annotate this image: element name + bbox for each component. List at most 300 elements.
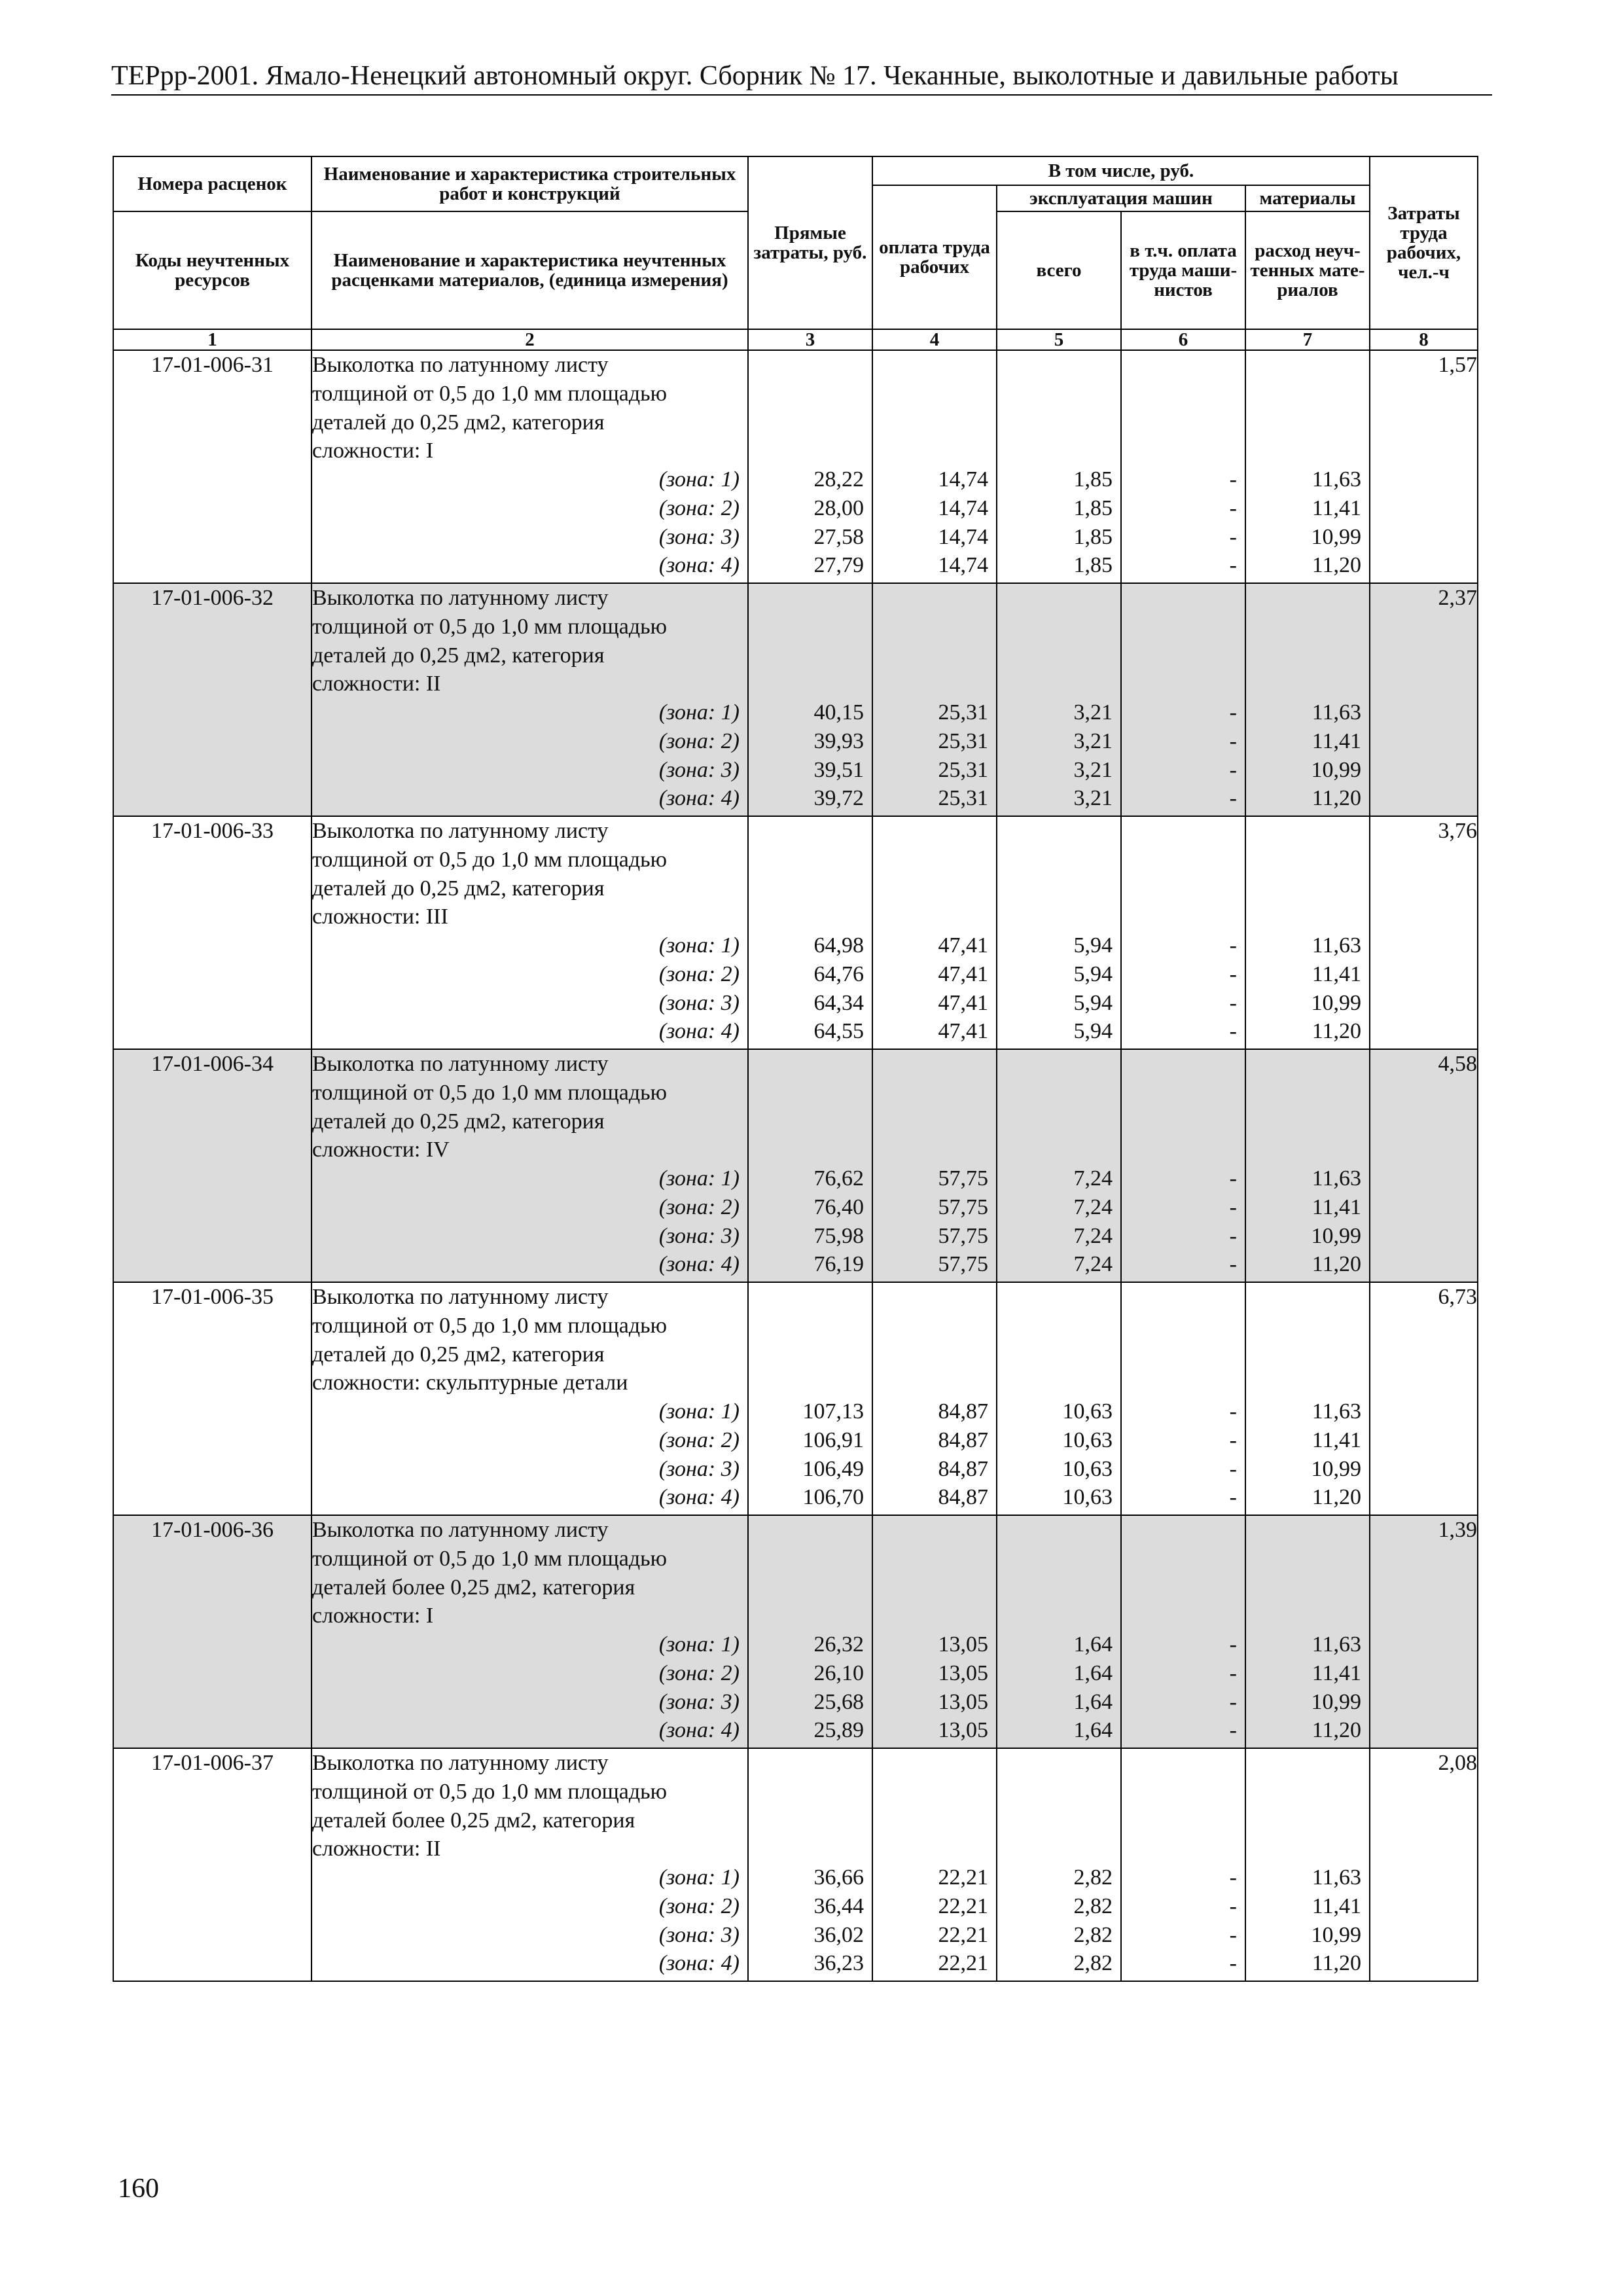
direct-cost-value: 28,22	[813, 467, 864, 492]
machine-total-value: 5,94	[1073, 990, 1113, 1015]
machine-operator-pay-value: -	[1229, 757, 1237, 782]
blank-line	[997, 670, 1120, 698]
blank-line	[1122, 1573, 1245, 1602]
header-rate-numbers: Номера расценок	[113, 156, 312, 211]
header-resource-codes: Коды неучтенных ресурсов	[113, 211, 312, 329]
blank-line	[873, 1050, 996, 1079]
blank-line	[873, 1107, 996, 1136]
blank-line	[1122, 408, 1245, 437]
labor-pay-value: 57,75	[938, 1223, 988, 1248]
materials-cost-cell	[1245, 1282, 1370, 1515]
table-row	[113, 1748, 1478, 1981]
blank-line	[749, 1079, 872, 1107]
machine-operator-pay-value: -	[1229, 1399, 1237, 1424]
blank-line	[997, 1340, 1120, 1369]
zone-label: (зона: 3)	[658, 524, 740, 549]
labor-pay-value: 13,05	[938, 1660, 988, 1685]
blank-line	[749, 903, 872, 931]
materials-cost-value: 10,99	[1311, 1456, 1361, 1481]
materials-cost-value: 11,63	[1311, 1399, 1361, 1424]
materials-cost-value: 11,20	[1311, 1718, 1361, 1743]
zone-label: (зона: 1)	[658, 1166, 740, 1191]
zone-label: (зона: 3)	[658, 1456, 740, 1481]
materials-cost-value: 11,41	[1311, 961, 1361, 986]
blank-line	[1122, 351, 1245, 380]
direct-cost-cell	[748, 350, 872, 583]
direct-cost-value: 76,19	[813, 1252, 864, 1277]
blank-line	[1122, 846, 1245, 874]
blank-line	[1122, 1079, 1245, 1107]
direct-cost-value: 26,32	[813, 1632, 864, 1657]
materials-cost-value: 11,63	[1311, 700, 1361, 725]
labor-costs: 3,76	[1370, 816, 1478, 1049]
blank-line	[1122, 1283, 1245, 1312]
machine-total-value: 3,21	[1073, 786, 1113, 811]
blank-line	[997, 1806, 1120, 1835]
blank-line	[1246, 1340, 1369, 1369]
zone-label: (зона: 3)	[658, 757, 740, 782]
header-machine-operation: эксплуатация машин	[997, 185, 1245, 211]
description-line: толщиной от 0,5 до 1,0 мм площадью	[312, 1546, 668, 1571]
blank-line	[1246, 1806, 1369, 1835]
blank-line	[749, 1806, 872, 1835]
blank-line	[873, 1312, 996, 1340]
direct-cost-value: 64,34	[813, 990, 864, 1015]
blank-line	[749, 408, 872, 437]
description-line: Выколотка по латунному листу	[312, 1285, 609, 1309]
materials-cost-value: 11,63	[1311, 1632, 1361, 1657]
direct-cost-value: 40,15	[813, 700, 864, 725]
machine-total-value: 1,85	[1073, 553, 1113, 578]
machine-operator-pay-value: -	[1229, 1689, 1237, 1714]
machine-operator-pay-value: -	[1229, 1252, 1237, 1277]
machine-operator-pay-value: -	[1229, 933, 1237, 958]
materials-cost-value: 11,20	[1311, 1019, 1361, 1044]
blank-line	[1246, 1835, 1369, 1863]
machine-total-cell	[997, 583, 1121, 816]
materials-cost-value: 11,20	[1311, 1485, 1361, 1510]
labor-costs: 1,39	[1370, 1515, 1478, 1748]
zone-label: (зона: 2)	[658, 495, 740, 520]
direct-cost-value: 39,72	[813, 786, 864, 811]
direct-cost-value: 36,66	[813, 1865, 864, 1890]
description-line: деталей до 0,25 дм2, категория	[312, 1342, 605, 1367]
materials-cost-value: 11,63	[1311, 1166, 1361, 1191]
blank-line	[749, 380, 872, 408]
blank-line	[873, 1778, 996, 1806]
blank-line	[749, 874, 872, 903]
blank-line	[1246, 351, 1369, 380]
blank-line	[1246, 1136, 1369, 1164]
blank-line	[1246, 1602, 1369, 1630]
machine-total-value: 2,82	[1073, 1951, 1113, 1976]
materials-cost-cell	[1245, 1515, 1370, 1748]
blank-line	[873, 1340, 996, 1369]
description-line: толщиной от 0,5 до 1,0 мм площадью	[312, 614, 668, 639]
blank-line	[1122, 641, 1245, 670]
blank-line	[749, 846, 872, 874]
labor-pay-value: 14,74	[938, 553, 988, 578]
labor-costs: 2,08	[1370, 1748, 1478, 1981]
machine-operator-pay-cell	[1121, 583, 1245, 816]
blank-line	[1122, 1778, 1245, 1806]
machine-total-cell	[997, 1282, 1121, 1515]
machine-operator-pay-cell	[1121, 1515, 1245, 1748]
blank-line	[873, 613, 996, 641]
blank-line	[1122, 613, 1245, 641]
description-line: сложности: I	[312, 1604, 434, 1628]
zone-label: (зона: 4)	[658, 553, 740, 578]
table-row	[113, 350, 1478, 583]
zone-label: (зона: 2)	[658, 728, 740, 753]
machine-total-value: 2,82	[1073, 1922, 1113, 1947]
blank-line	[1122, 437, 1245, 465]
blank-line	[1246, 1283, 1369, 1312]
labor-pay-value: 25,31	[938, 728, 988, 753]
labor-pay-value: 25,31	[938, 757, 988, 782]
blank-line	[749, 1545, 872, 1573]
materials-cost-value: 10,99	[1311, 757, 1361, 782]
blank-line	[873, 817, 996, 846]
blank-line	[1246, 584, 1369, 613]
labor-pay-value: 84,87	[938, 1427, 988, 1452]
machine-operator-pay-value: -	[1229, 1632, 1237, 1657]
work-description	[312, 816, 748, 1049]
direct-cost-value: 36,44	[813, 1893, 864, 1918]
blank-line	[1246, 1749, 1369, 1778]
machine-operator-pay-value: -	[1229, 1893, 1237, 1918]
materials-cost-value: 11,41	[1311, 1893, 1361, 1918]
machine-total-value: 10,63	[1062, 1399, 1113, 1424]
blank-line	[873, 1079, 996, 1107]
description-line: сложности: III	[312, 905, 448, 929]
machine-total-value: 1,64	[1073, 1632, 1113, 1657]
col-number-2: 2	[312, 329, 748, 350]
blank-line	[1246, 613, 1369, 641]
machine-total-value: 1,85	[1073, 524, 1113, 549]
blank-line	[873, 351, 996, 380]
labor-costs: 4,58	[1370, 1049, 1478, 1282]
blank-line	[1246, 1778, 1369, 1806]
blank-line	[1122, 1835, 1245, 1863]
description-line: деталей более 0,25 дм2, категория	[312, 1808, 635, 1833]
blank-line	[873, 1283, 996, 1312]
materials-cost-cell	[1245, 1748, 1370, 1981]
machine-operator-pay-value: -	[1229, 1019, 1237, 1044]
blank-line	[1122, 584, 1245, 613]
direct-cost-cell	[748, 1748, 872, 1981]
labor-pay-value: 14,74	[938, 495, 988, 520]
blank-line	[749, 817, 872, 846]
direct-cost-value: 64,55	[813, 1019, 864, 1044]
direct-cost-value: 26,10	[813, 1660, 864, 1685]
direct-cost-cell	[748, 1049, 872, 1282]
materials-cost-value: 11,41	[1311, 495, 1361, 520]
blank-line	[873, 1545, 996, 1573]
col-number-1: 1	[113, 329, 312, 350]
materials-cost-value: 11,20	[1311, 1252, 1361, 1277]
labor-pay-cell	[872, 1748, 997, 1981]
blank-line	[997, 1369, 1120, 1397]
machine-operator-pay-value: -	[1229, 524, 1237, 549]
machine-total-value: 1,85	[1073, 495, 1113, 520]
machine-total-cell	[997, 1515, 1121, 1748]
blank-line	[749, 670, 872, 698]
machine-total-value: 3,21	[1073, 700, 1113, 725]
blank-line	[997, 1749, 1120, 1778]
machine-operator-pay-cell	[1121, 1282, 1245, 1515]
blank-line	[749, 613, 872, 641]
work-description	[312, 1515, 748, 1748]
zone-label: (зона: 4)	[658, 1951, 740, 1976]
blank-line	[997, 1602, 1120, 1630]
machine-operator-pay-value: -	[1229, 1166, 1237, 1191]
zone-label: (зона: 1)	[658, 1632, 740, 1657]
description-line: сложности: скульптурные детали	[312, 1371, 628, 1395]
zone-label: (зона: 1)	[658, 467, 740, 492]
blank-line	[873, 846, 996, 874]
work-description	[312, 1282, 748, 1515]
machine-total-cell	[997, 1748, 1121, 1981]
machine-total-value: 2,82	[1073, 1865, 1113, 1890]
machine-total-value: 10,63	[1062, 1427, 1113, 1452]
machine-operator-pay-value: -	[1229, 990, 1237, 1015]
rate-code: 17-01-006-33	[113, 816, 312, 1049]
direct-cost-value: 106,91	[802, 1427, 864, 1452]
blank-line	[749, 1283, 872, 1312]
machine-total-value: 7,24	[1073, 1252, 1113, 1277]
blank-line	[1246, 1545, 1369, 1573]
labor-pay-value: 22,21	[938, 1922, 988, 1947]
blank-line	[1246, 846, 1369, 874]
rates-table	[113, 156, 1478, 1982]
materials-cost-value: 11,20	[1311, 553, 1361, 578]
labor-pay-value: 57,75	[938, 1166, 988, 1191]
machine-total-value: 7,24	[1073, 1194, 1113, 1219]
materials-cost-value: 11,20	[1311, 786, 1361, 811]
labor-pay-value: 25,31	[938, 786, 988, 811]
description-line: толщиной от 0,5 до 1,0 мм площадью	[312, 1313, 668, 1338]
machine-total-value: 1,64	[1073, 1660, 1113, 1685]
zone-label: (зона: 1)	[658, 933, 740, 958]
labor-pay-value: 47,41	[938, 1019, 988, 1044]
materials-cost-value: 11,41	[1311, 1660, 1361, 1685]
blank-line	[1246, 1050, 1369, 1079]
rate-code: 17-01-006-37	[113, 1748, 312, 1981]
header-work-name: Наименование и характеристика строительных работ и конструкций	[312, 156, 748, 211]
description-line: Выколотка по латунному листу	[312, 1518, 609, 1542]
direct-cost-value: 107,13	[802, 1399, 864, 1424]
table-row	[113, 583, 1478, 816]
blank-line	[749, 1749, 872, 1778]
blank-line	[749, 351, 872, 380]
blank-line	[1122, 1516, 1245, 1545]
rates-body	[113, 350, 1478, 1981]
blank-line	[873, 1835, 996, 1863]
blank-line	[749, 1136, 872, 1164]
zone-label: (зона: 4)	[658, 1485, 740, 1510]
labor-costs: 1,57	[1370, 350, 1478, 583]
blank-line	[1246, 874, 1369, 903]
zone-label: (зона: 4)	[658, 1019, 740, 1044]
blank-line	[997, 1312, 1120, 1340]
direct-cost-value: 27,79	[813, 553, 864, 578]
labor-costs: 6,73	[1370, 1282, 1478, 1515]
labor-pay-value: 13,05	[938, 1632, 988, 1657]
blank-line	[1246, 1079, 1369, 1107]
labor-pay-value: 84,87	[938, 1485, 988, 1510]
blank-line	[997, 1079, 1120, 1107]
zone-label: (зона: 2)	[658, 1893, 740, 1918]
zone-label: (зона: 2)	[658, 961, 740, 986]
blank-line	[997, 408, 1120, 437]
blank-line	[749, 437, 872, 465]
blank-line	[1122, 874, 1245, 903]
description-line: деталей более 0,25 дм2, категория	[312, 1575, 635, 1600]
zone-label: (зона: 4)	[658, 1718, 740, 1743]
zone-label: (зона: 3)	[658, 1689, 740, 1714]
work-description	[312, 1049, 748, 1282]
blank-line	[873, 408, 996, 437]
description-line: деталей до 0,25 дм2, категория	[312, 1109, 605, 1134]
labor-pay-cell	[872, 816, 997, 1049]
materials-cost-value: 11,63	[1311, 933, 1361, 958]
labor-pay-cell	[872, 350, 997, 583]
labor-pay-value: 22,21	[938, 1865, 988, 1890]
blank-line	[873, 641, 996, 670]
description-line: деталей до 0,25 дм2, категория	[312, 410, 605, 435]
header-including: В том числе, руб.	[872, 156, 1370, 185]
blank-line	[749, 1050, 872, 1079]
materials-cost-value: 10,99	[1311, 524, 1361, 549]
machine-operator-pay-cell	[1121, 350, 1245, 583]
blank-line	[997, 1516, 1120, 1545]
blank-line	[997, 1050, 1120, 1079]
col-number-3: 3	[748, 329, 872, 350]
machine-total-value: 5,94	[1073, 961, 1113, 986]
zone-label: (зона: 3)	[658, 1922, 740, 1947]
direct-cost-value: 36,02	[813, 1922, 864, 1947]
machine-total-value: 3,21	[1073, 757, 1113, 782]
table-row	[113, 816, 1478, 1049]
direct-cost-value: 75,98	[813, 1223, 864, 1248]
labor-pay-value: 84,87	[938, 1456, 988, 1481]
labor-pay-value: 84,87	[938, 1399, 988, 1424]
machine-operator-pay-value: -	[1229, 1660, 1237, 1685]
blank-line	[1122, 380, 1245, 408]
blank-line	[749, 1312, 872, 1340]
blank-line	[1246, 1107, 1369, 1136]
blank-line	[1246, 1516, 1369, 1545]
blank-line	[749, 1602, 872, 1630]
header-unaccounted-materials: расход неуч-тенных мате-риалов	[1245, 211, 1370, 329]
header-material-name: Наименование и характеристика неучтенных расценками материалов, (единица измерения)	[312, 211, 748, 329]
blank-line	[749, 1573, 872, 1602]
header-machine-total: всего	[997, 211, 1121, 329]
work-description	[312, 350, 748, 583]
labor-pay-value: 47,41	[938, 933, 988, 958]
description-line: деталей до 0,25 дм2, категория	[312, 643, 605, 668]
machine-total-cell	[997, 350, 1121, 583]
blank-line	[1122, 1806, 1245, 1835]
header-machine-operator-pay: в т.ч. оплата труда маши-нистов	[1121, 211, 1245, 329]
direct-cost-cell	[748, 1515, 872, 1748]
blank-line	[1122, 817, 1245, 846]
blank-line	[997, 1835, 1120, 1863]
materials-cost-value: 10,99	[1311, 1223, 1361, 1248]
blank-line	[749, 1835, 872, 1863]
machine-total-value: 1,85	[1073, 467, 1113, 492]
zone-label: (зона: 2)	[658, 1660, 740, 1685]
materials-cost-value: 11,41	[1311, 1194, 1361, 1219]
blank-line	[997, 846, 1120, 874]
zone-label: (зона: 3)	[658, 1223, 740, 1248]
machine-total-value: 2,82	[1073, 1893, 1113, 1918]
blank-line	[1246, 1369, 1369, 1397]
blank-line	[1122, 1369, 1245, 1397]
direct-cost-value: 106,49	[802, 1456, 864, 1481]
labor-pay-value: 22,21	[938, 1893, 988, 1918]
description-line: толщиной от 0,5 до 1,0 мм площадью	[312, 847, 668, 872]
materials-cost-cell	[1245, 816, 1370, 1049]
machine-operator-pay-value: -	[1229, 786, 1237, 811]
machine-total-value: 7,24	[1073, 1223, 1113, 1248]
machine-total-value: 5,94	[1073, 1019, 1113, 1044]
blank-line	[997, 613, 1120, 641]
description-line: Выколотка по латунному листу	[312, 1052, 609, 1076]
blank-line	[1122, 1107, 1245, 1136]
blank-line	[749, 1778, 872, 1806]
table-row	[113, 1049, 1478, 1282]
zone-label: (зона: 4)	[658, 786, 740, 811]
materials-cost-value: 11,63	[1311, 467, 1361, 492]
blank-line	[1122, 1602, 1245, 1630]
blank-line	[1246, 1312, 1369, 1340]
blank-line	[873, 874, 996, 903]
rate-code: 17-01-006-36	[113, 1515, 312, 1748]
materials-cost-value: 11,63	[1311, 1865, 1361, 1890]
machine-operator-pay-value: -	[1229, 1865, 1237, 1890]
description-line: деталей до 0,25 дм2, категория	[312, 876, 605, 901]
blank-line	[1246, 903, 1369, 931]
col-number-6: 6	[1121, 329, 1245, 350]
machine-operator-pay-cell	[1121, 1748, 1245, 1981]
blank-line	[873, 1136, 996, 1164]
rate-code: 17-01-006-31	[113, 350, 312, 583]
blank-line	[997, 641, 1120, 670]
zone-label: (зона: 3)	[658, 990, 740, 1015]
rate-code: 17-01-006-35	[113, 1282, 312, 1515]
blank-line	[1122, 1050, 1245, 1079]
materials-cost-value: 10,99	[1311, 1689, 1361, 1714]
description-line: Выколотка по латунному листу	[312, 819, 609, 843]
blank-line	[1122, 1545, 1245, 1573]
header-labor-pay: оплата труда рабочих	[872, 185, 997, 329]
blank-line	[1246, 437, 1369, 465]
blank-line	[997, 437, 1120, 465]
blank-line	[873, 437, 996, 465]
machine-total-value: 5,94	[1073, 933, 1113, 958]
labor-pay-value: 22,21	[938, 1951, 988, 1976]
blank-line	[749, 1107, 872, 1136]
machine-operator-pay-value: -	[1229, 1951, 1237, 1976]
machine-total-value: 3,21	[1073, 728, 1113, 753]
rate-code: 17-01-006-34	[113, 1049, 312, 1282]
machine-total-value: 10,63	[1062, 1485, 1113, 1510]
direct-cost-value: 27,58	[813, 524, 864, 549]
labor-pay-value: 25,31	[938, 700, 988, 725]
document-header: ТЕРрр-2001. Ямало-Ненецкий автономный округ. Сборник № 17. Чеканные, выколотные и давильные работы	[111, 61, 1399, 91]
